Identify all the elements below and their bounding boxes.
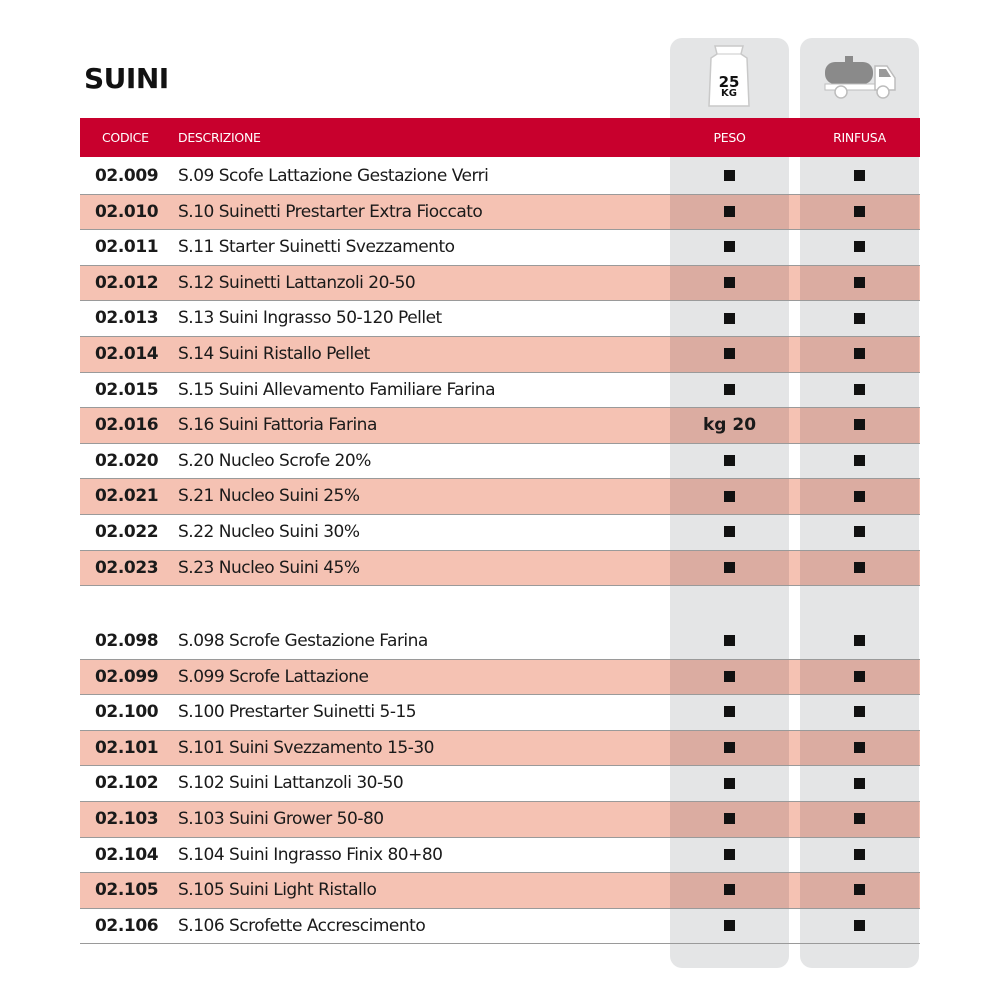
rinfusa-cell xyxy=(800,159,919,194)
availability-mark-icon xyxy=(724,849,735,860)
table-row xyxy=(80,266,920,302)
rinfusa-cell xyxy=(800,337,919,372)
peso-cell xyxy=(670,551,789,586)
table-row xyxy=(80,408,920,444)
availability-mark-icon xyxy=(854,170,865,181)
availability-mark-icon xyxy=(854,313,865,324)
availability-mark-icon xyxy=(854,491,865,502)
table-row xyxy=(80,301,920,337)
availability-mark-icon xyxy=(854,849,865,860)
availability-mark-icon xyxy=(854,241,865,252)
table-row xyxy=(80,159,920,195)
table-header xyxy=(80,118,920,157)
table-row xyxy=(80,551,920,587)
table-row xyxy=(80,515,920,551)
availability-mark-icon xyxy=(724,706,735,717)
product-description: S.099 Scrofe Lattazione xyxy=(178,666,369,687)
product-code: 02.022 xyxy=(95,522,159,542)
rinfusa-cell xyxy=(800,660,919,695)
availability-mark-icon xyxy=(724,277,735,288)
product-code: 02.102 xyxy=(95,773,159,794)
table-row xyxy=(80,838,920,874)
rinfusa-cell xyxy=(800,838,919,873)
rinfusa-cell xyxy=(800,479,919,514)
availability-mark-icon xyxy=(854,277,865,288)
rinfusa-cell xyxy=(800,373,919,408)
rinfusa-cell xyxy=(800,408,919,443)
product-description: S.23 Nucleo Suini 45% xyxy=(178,557,360,578)
product-description: S.22 Nucleo Suini 30% xyxy=(178,522,360,542)
header-code: CODICE xyxy=(102,130,149,145)
rinfusa-cell xyxy=(800,802,919,837)
table-row xyxy=(80,624,920,660)
peso-value: kg 20 xyxy=(702,415,757,436)
availability-mark-icon xyxy=(724,778,735,789)
product-description: S.101 Suini Svezzamento 15-30 xyxy=(178,737,434,758)
rinfusa-cell xyxy=(800,766,919,801)
product-code: 02.012 xyxy=(95,272,159,293)
product-description: S.098 Scrofe Gestazione Farina xyxy=(178,631,428,651)
product-code: 02.016 xyxy=(95,415,159,436)
page-title: SUINI xyxy=(84,62,169,95)
product-description: S.103 Suini Grower 50-80 xyxy=(178,809,384,829)
table-row xyxy=(80,373,920,409)
availability-mark-icon xyxy=(724,884,735,895)
availability-mark-icon xyxy=(724,313,735,324)
rinfusa-cell xyxy=(800,624,919,659)
availability-mark-icon xyxy=(854,635,865,646)
rinfusa-cell xyxy=(800,695,919,730)
product-code: 02.105 xyxy=(95,880,159,901)
availability-mark-icon xyxy=(854,813,865,824)
availability-mark-icon xyxy=(724,206,735,217)
availability-mark-icon xyxy=(854,384,865,395)
availability-mark-icon xyxy=(724,491,735,502)
product-description: S.20 Nucleo Scrofe 20% xyxy=(178,450,371,471)
product-code: 02.010 xyxy=(95,201,159,222)
availability-mark-icon xyxy=(854,455,865,466)
peso-cell xyxy=(670,301,789,336)
product-code: 02.011 xyxy=(95,237,159,258)
availability-mark-icon xyxy=(854,884,865,895)
tanker-truck-icon xyxy=(823,54,899,100)
product-description: S.11 Starter Suinetti Svezzamento xyxy=(178,237,455,258)
availability-mark-icon xyxy=(724,742,735,753)
table-row xyxy=(80,731,920,767)
availability-mark-icon xyxy=(724,562,735,573)
rinfusa-cell xyxy=(800,515,919,550)
peso-cell xyxy=(670,373,789,408)
rinfusa-cell xyxy=(800,873,919,908)
product-code: 02.020 xyxy=(95,450,159,471)
availability-mark-icon xyxy=(854,562,865,573)
product-description: S.104 Suini Ingrasso Finix 80+80 xyxy=(178,844,443,865)
availability-mark-icon xyxy=(854,526,865,537)
availability-mark-icon xyxy=(854,671,865,682)
product-code: 02.014 xyxy=(95,344,159,364)
product-code: 02.015 xyxy=(95,379,159,400)
peso-cell xyxy=(670,731,789,766)
table-row xyxy=(80,195,920,231)
availability-mark-icon xyxy=(724,348,735,359)
header-peso: PESO xyxy=(713,130,746,145)
peso-cell xyxy=(670,873,789,908)
availability-mark-icon xyxy=(724,635,735,646)
rinfusa-cell xyxy=(800,230,919,265)
peso-cell xyxy=(670,695,789,730)
product-code: 02.009 xyxy=(95,166,159,186)
availability-mark-icon xyxy=(854,706,865,717)
rinfusa-cell xyxy=(800,444,919,479)
availability-mark-icon xyxy=(854,920,865,931)
peso-cell xyxy=(670,444,789,479)
product-description: S.105 Suini Light Ristallo xyxy=(178,880,377,901)
availability-mark-icon xyxy=(854,348,865,359)
bag-weight-label: 25 xyxy=(718,73,740,91)
product-code: 02.013 xyxy=(95,308,159,329)
availability-mark-icon xyxy=(724,170,735,181)
table-row xyxy=(80,337,920,373)
product-code: 02.023 xyxy=(95,557,159,578)
availability-mark-icon xyxy=(854,206,865,217)
availability-mark-icon xyxy=(854,419,865,430)
product-description: S.12 Suinetti Lattanzoli 20-50 xyxy=(178,272,416,293)
product-code: 02.106 xyxy=(95,915,159,936)
rinfusa-cell xyxy=(800,731,919,766)
availability-mark-icon xyxy=(724,455,735,466)
product-description: S.14 Suini Ristallo Pellet xyxy=(178,344,370,364)
product-description: S.102 Suini Lattanzoli 30-50 xyxy=(178,773,404,794)
table-row xyxy=(80,909,920,945)
product-code: 02.101 xyxy=(95,737,159,758)
peso-cell xyxy=(670,802,789,837)
table-row xyxy=(80,766,920,802)
table-row xyxy=(80,444,920,480)
product-description: S.16 Suini Fattoria Farina xyxy=(178,415,377,436)
peso-cell xyxy=(670,408,789,443)
peso-cell xyxy=(670,266,789,301)
rinfusa-cell xyxy=(800,301,919,336)
product-description: S.100 Prestarter Suinetti 5-15 xyxy=(178,702,417,723)
rinfusa-cell xyxy=(800,551,919,586)
product-description: S.106 Scrofette Accrescimento xyxy=(178,915,426,936)
product-code: 02.104 xyxy=(95,844,159,865)
table-row xyxy=(80,695,920,731)
availability-mark-icon xyxy=(854,778,865,789)
header-description: DESCRIZIONE xyxy=(178,130,261,145)
peso-cell xyxy=(670,337,789,372)
table-row xyxy=(80,230,920,266)
peso-cell xyxy=(670,660,789,695)
peso-cell xyxy=(670,230,789,265)
availability-mark-icon xyxy=(724,920,735,931)
peso-cell xyxy=(670,909,789,944)
peso-cell xyxy=(670,195,789,230)
product-description: S.15 Suini Allevamento Familiare Farina xyxy=(178,379,495,400)
availability-mark-icon xyxy=(724,241,735,252)
peso-cell xyxy=(670,624,789,659)
availability-mark-icon xyxy=(724,813,735,824)
table-row xyxy=(80,873,920,909)
product-code: 02.098 xyxy=(95,631,159,651)
availability-mark-icon xyxy=(854,742,865,753)
table-row xyxy=(80,479,920,515)
product-code: 02.099 xyxy=(95,666,159,687)
product-code: 02.103 xyxy=(95,809,159,829)
table-row xyxy=(80,660,920,696)
table-row xyxy=(80,802,920,838)
availability-mark-icon xyxy=(724,671,735,682)
rinfusa-cell xyxy=(800,195,919,230)
product-code: 02.100 xyxy=(95,702,159,723)
peso-cell xyxy=(670,766,789,801)
rinfusa-cell xyxy=(800,266,919,301)
peso-cell xyxy=(670,479,789,514)
product-code: 02.021 xyxy=(95,486,159,507)
product-description: S.21 Nucleo Suini 25% xyxy=(178,486,360,507)
product-description: S.10 Suinetti Prestarter Extra Fioccato xyxy=(178,201,483,222)
product-description: S.13 Suini Ingrasso 50-120 Pellet xyxy=(178,308,442,329)
availability-mark-icon xyxy=(724,526,735,537)
rinfusa-cell xyxy=(800,909,919,944)
peso-cell xyxy=(670,159,789,194)
peso-cell xyxy=(670,515,789,550)
peso-cell xyxy=(670,838,789,873)
product-description: S.09 Scofe Lattazione Gestazione Verri xyxy=(178,166,489,186)
bag-unit-label: KG xyxy=(721,88,737,99)
availability-mark-icon xyxy=(724,384,735,395)
header-rinfusa: RINFUSA xyxy=(833,130,886,145)
